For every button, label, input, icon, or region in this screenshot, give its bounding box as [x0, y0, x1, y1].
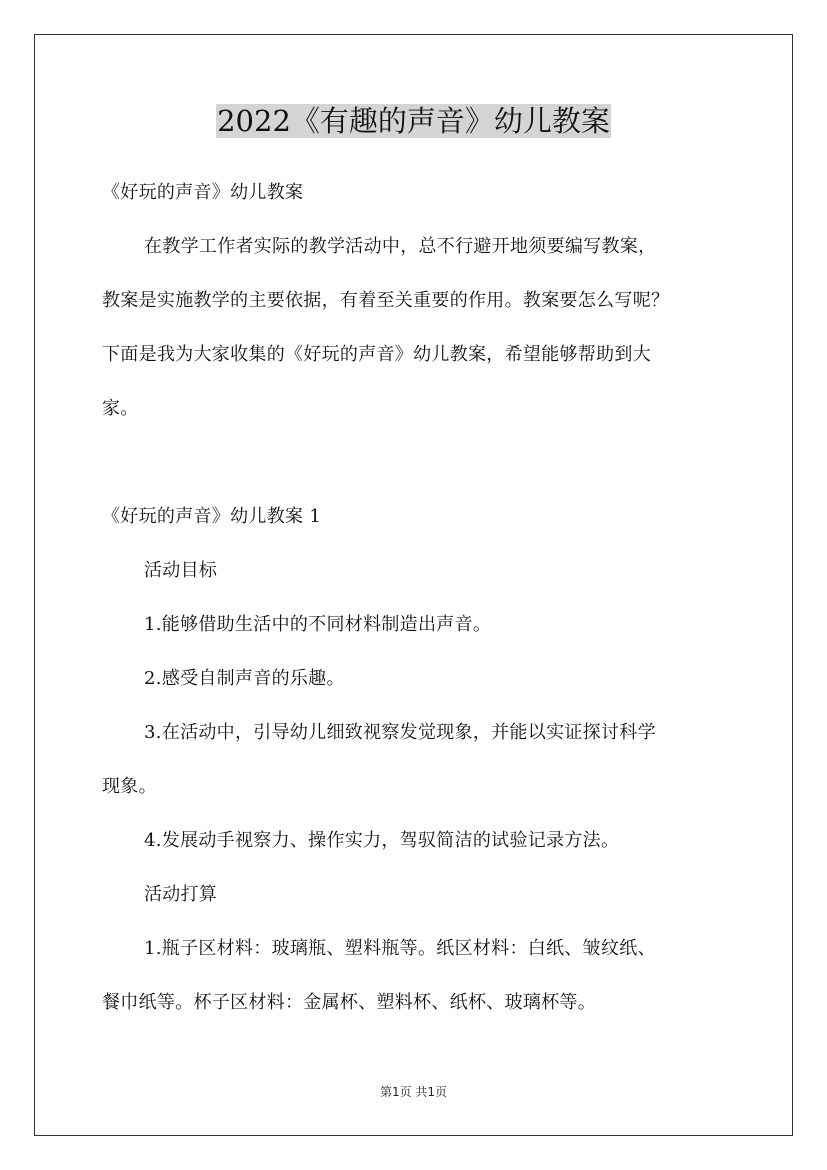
goal-item-continuation: 现象。: [102, 776, 157, 797]
document-title: [0, 100, 827, 142]
intro-line: 家。: [102, 398, 139, 419]
goal-item: 1.能够借助生活中的不同材料制造出声音。: [144, 614, 492, 635]
prep-heading: 活动打算: [144, 884, 218, 905]
prep-line: 餐巾纸等。杯子区材料：金属杯、塑料杯、纸杯、玻璃杯等。: [102, 992, 597, 1013]
page-number-footer: 第1页 共1页: [379, 1085, 448, 1099]
goals-heading: 活动目标: [144, 560, 218, 581]
goal-item: 2.感受自制声音的乐趣。: [144, 668, 345, 689]
subtitle: 《好玩的声音》幼儿教案: [102, 182, 304, 203]
goal-item: 3.在活动中，引导幼儿细致视察发觉现象，并能以实证探讨科学: [144, 722, 656, 743]
prep-line: 1.瓶子区材料：玻璃瓶、塑料瓶等。纸区材料：白纸、皱纹纸、: [144, 938, 656, 959]
section-heading: 《好玩的声音》幼儿教案 1: [102, 506, 322, 527]
intro-line: 在教学工作者实际的教学活动中，总不行避开地须要编写教案，: [144, 236, 657, 257]
document-title-text: 2022《有趣的声音》幼儿教案: [217, 104, 610, 138]
goal-item: 4.发展动手视察力、操作实力，驾驭简洁的试验记录方法。: [144, 830, 620, 851]
intro-line: 下面是我为大家收集的《好玩的声音》幼儿教案，希望能够帮助到大: [102, 344, 651, 365]
intro-line: 教案是实施教学的主要依据，有着至关重要的作用。教案要怎么写呢？: [102, 290, 670, 311]
